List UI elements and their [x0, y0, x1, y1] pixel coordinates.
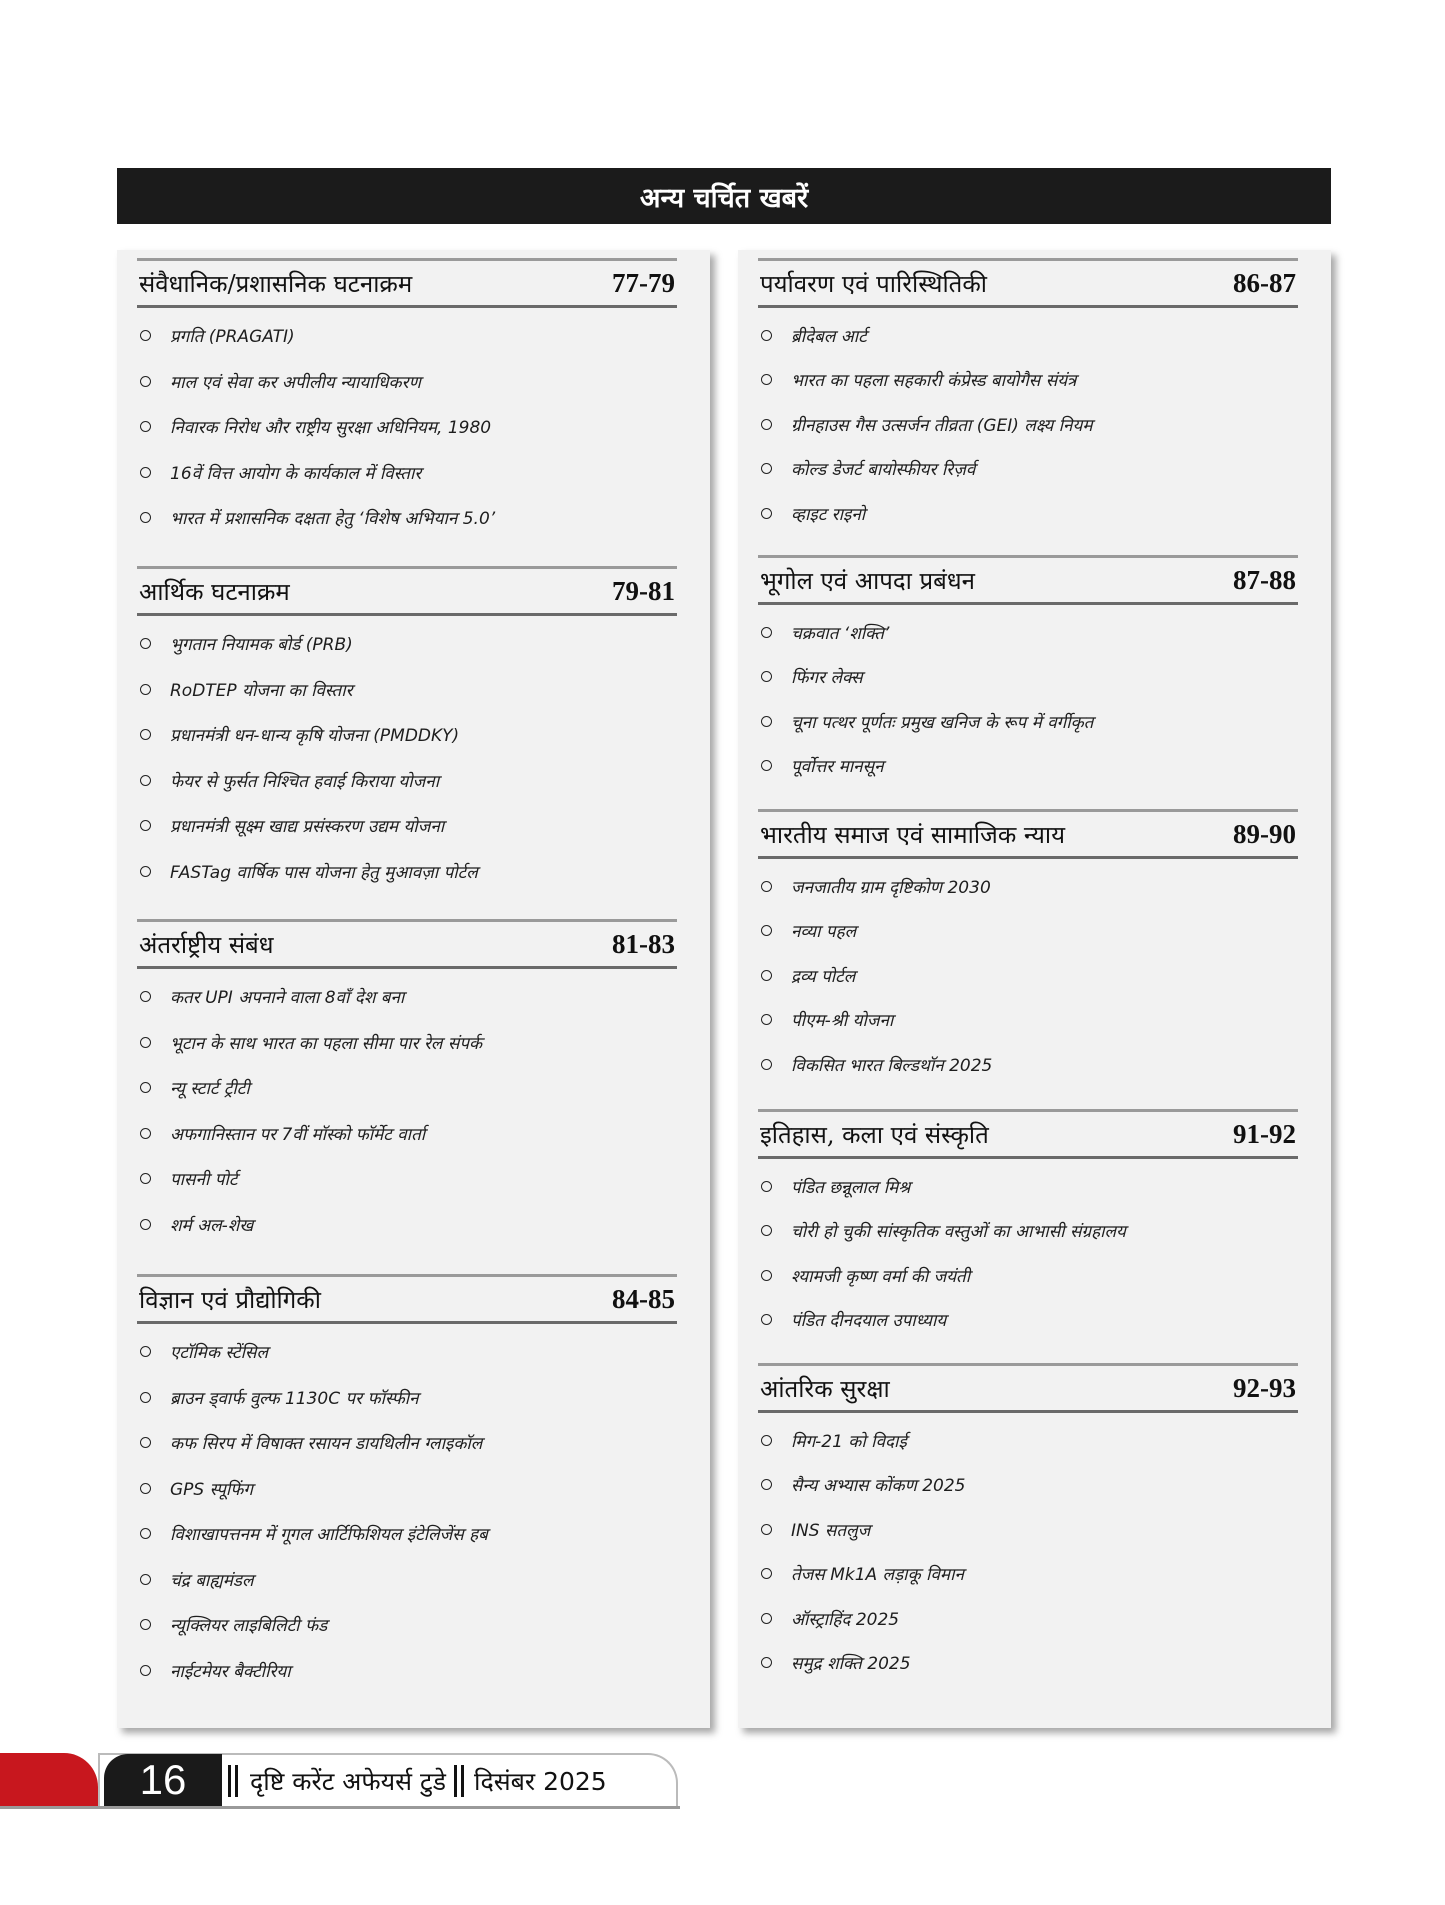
right-column: [738, 250, 1331, 1728]
circle-bullet-icon: [140, 1665, 151, 1676]
circle-bullet-icon: [140, 684, 151, 695]
list-item: विशाखापत्तनम में गूगल आर्टिफिशियल इंटेलिजेंस हब: [137, 1511, 677, 1557]
circle-bullet-icon: [140, 1082, 151, 1093]
circle-bullet-icon: [140, 1037, 151, 1048]
circle-bullet-icon: [761, 716, 772, 727]
list-item: सैन्य अभ्यास कोंकण 2025: [758, 1463, 1298, 1508]
circle-bullet-icon: [761, 1270, 772, 1281]
topic-list: [137, 974, 677, 1247]
circle-bullet-icon: [761, 1568, 772, 1579]
list-item: INS सतलुज: [758, 1507, 1298, 1552]
section-history: [758, 1109, 1298, 1342]
circle-bullet-icon: [761, 1059, 772, 1070]
circle-bullet-icon: [761, 1524, 772, 1535]
list-item: फेयर से फुर्सत निश्चित हवाई किराया योजना: [137, 758, 677, 804]
list-item: पीएम-श्री योजना: [758, 998, 1298, 1043]
list-item: ग्रीनहाउस गैस उत्सर्जन तीव्रता (GEI) लक्ष्य नियम: [758, 402, 1298, 447]
list-item: विकसित भारत बिल्डथॉन 2025: [758, 1042, 1298, 1087]
list-item: FASTag वार्षिक पास योजना हेतु मुआवज़ा पोर्टल: [137, 849, 677, 895]
section-pages: 92-93: [1233, 1372, 1296, 1403]
section-title: आर्थिक घटनाक्रम: [139, 577, 290, 606]
section-pages: 86-87: [1233, 267, 1296, 298]
section-title: संवैधानिक/प्रशासनिक घटनाक्रम: [139, 269, 413, 298]
circle-bullet-icon: [761, 1225, 772, 1236]
section-international: [137, 919, 677, 1247]
section-society: [758, 809, 1298, 1087]
topic-list: [758, 313, 1298, 536]
list-item: शर्म अल-शेख: [137, 1202, 677, 1248]
list-item: चूना पत्थर पूर्णतः प्रमुख खनिज के रूप में वर्गीकृत: [758, 699, 1298, 744]
footer-title: [228, 1756, 607, 1806]
section-science: [137, 1274, 677, 1693]
section-title: अंतर्राष्ट्रीय संबंध: [139, 930, 274, 959]
section-title: भूगोल एवं आपदा प्रबंधन: [760, 566, 975, 595]
section-constitutional: [137, 258, 677, 541]
list-item: ब्राउन ड्वार्फ वुल्फ 1130C पर फॉस्फीन: [137, 1375, 677, 1421]
list-item: GPS स्पूफिंग: [137, 1466, 677, 1512]
section-pages: 81-83: [612, 928, 675, 959]
list-item: व्हाइट राइनो: [758, 491, 1298, 536]
topic-list: [137, 621, 677, 894]
circle-bullet-icon: [140, 1173, 151, 1184]
circle-bullet-icon: [761, 419, 772, 430]
list-item: पंडित छन्नूलाल मिश्र: [758, 1164, 1298, 1209]
list-item: चंद्र बाह्यमंडल: [137, 1557, 677, 1603]
circle-bullet-icon: [140, 1483, 151, 1494]
list-item: नाईटमेयर बैक्टीरिया: [137, 1648, 677, 1694]
issue-date: दिसंबर 2025: [473, 1767, 607, 1796]
section-economic: [137, 566, 677, 894]
circle-bullet-icon: [140, 820, 151, 831]
list-item: समुद्र शक्ति 2025: [758, 1641, 1298, 1686]
circle-bullet-icon: [761, 671, 772, 682]
section-title: इतिहास, कला एवं संस्कृति: [760, 1120, 989, 1149]
circle-bullet-icon: [761, 1181, 772, 1192]
double-bar-icon: [454, 1765, 468, 1797]
circle-bullet-icon: [140, 1437, 151, 1448]
topic-list: [137, 1329, 677, 1693]
circle-bullet-icon: [140, 991, 151, 1002]
circle-bullet-icon: [140, 775, 151, 786]
section-pages: 89-90: [1233, 818, 1296, 849]
circle-bullet-icon: [761, 508, 772, 519]
section-header: [137, 258, 677, 308]
list-item: द्रव्य पोर्टल: [758, 953, 1298, 998]
section-pages: 79-81: [612, 575, 675, 606]
list-item: न्यू स्टार्ट ट्रीटी: [137, 1065, 677, 1111]
list-item: एटॉमिक स्टेंसिल: [137, 1329, 677, 1375]
topic-list: [758, 1164, 1298, 1342]
list-item: 16वें वित्त आयोग के कार्यकाल में विस्तार: [137, 450, 677, 496]
circle-bullet-icon: [140, 1619, 151, 1630]
section-pages: 77-79: [612, 267, 675, 298]
list-item: भारत का पहला सहकारी कंप्रेस्ड बायोगैस संयंत्र: [758, 358, 1298, 403]
section-pages: 87-88: [1233, 564, 1296, 595]
list-item: प्रधानमंत्री धन-धान्य कृषि योजना (PMDDKY): [137, 712, 677, 758]
section-title: विज्ञान एवं प्रौद्योगिकी: [139, 1285, 321, 1314]
circle-bullet-icon: [140, 330, 151, 341]
circle-bullet-icon: [761, 1613, 772, 1624]
list-item: प्रधानमंत्री सूक्ष्म खाद्य प्रसंस्करण उद्यम योजना: [137, 803, 677, 849]
footer-rule: [0, 1806, 680, 1809]
circle-bullet-icon: [140, 1219, 151, 1230]
circle-bullet-icon: [761, 374, 772, 385]
topic-list: [758, 1418, 1298, 1685]
circle-bullet-icon: [140, 729, 151, 740]
list-item: भूटान के साथ भारत का पहला सीमा पार रेल संपर्क: [137, 1020, 677, 1066]
circle-bullet-icon: [140, 1528, 151, 1539]
section-header: [137, 566, 677, 616]
section-environment: [758, 258, 1298, 536]
topic-list: [137, 313, 677, 541]
banner-title: अन्य चर्चित खबरें: [639, 182, 809, 214]
list-item: पंडित दीनदयाल उपाध्याय: [758, 1298, 1298, 1343]
section-header: [137, 919, 677, 969]
section-pages: 84-85: [612, 1283, 675, 1314]
section-header: [758, 555, 1298, 605]
list-item: कोल्ड डेजर्ट बायोस्फीयर रिज़र्व: [758, 447, 1298, 492]
circle-bullet-icon: [140, 866, 151, 877]
section-header: [758, 809, 1298, 859]
list-item: भुगतान नियामक बोर्ड (PRB): [137, 621, 677, 667]
circle-bullet-icon: [761, 627, 772, 638]
circle-bullet-icon: [140, 1128, 151, 1139]
circle-bullet-icon: [140, 1392, 151, 1403]
list-item: ब्रीदेबल आर्ट: [758, 313, 1298, 358]
list-item: कफ सिरप में विषाक्त रसायन डायथिलीन ग्लाइकॉल: [137, 1420, 677, 1466]
section-title: भारतीय समाज एवं सामाजिक न्याय: [760, 820, 1066, 849]
section-header: [758, 1109, 1298, 1159]
section-geography: [758, 555, 1298, 788]
circle-bullet-icon: [761, 1479, 772, 1490]
topic-list: [758, 864, 1298, 1087]
circle-bullet-icon: [761, 970, 772, 981]
list-item: अफगानिस्तान पर 7वीं मॉस्को फॉर्मेट वार्ता: [137, 1111, 677, 1157]
circle-bullet-icon: [761, 1657, 772, 1668]
list-item: नव्या पहल: [758, 909, 1298, 954]
list-item: पूर्वोत्तर मानसून: [758, 744, 1298, 789]
section-header: [758, 1363, 1298, 1413]
circle-bullet-icon: [140, 512, 151, 523]
list-item: फिंगर लेक्स: [758, 655, 1298, 700]
left-column: [117, 250, 710, 1728]
list-item: ऑस्ट्राहिंद 2025: [758, 1596, 1298, 1641]
magazine-name: दृष्टि करेंट अफेयर्स टुडे: [250, 1767, 446, 1796]
list-item: तेजस Mk1A लड़ाकू विमान: [758, 1552, 1298, 1597]
circle-bullet-icon: [140, 638, 151, 649]
circle-bullet-icon: [140, 1574, 151, 1585]
list-item: RoDTEP योजना का विस्तार: [137, 667, 677, 713]
topic-list: [758, 610, 1298, 788]
section-title: आंतरिक सुरक्षा: [760, 1374, 890, 1403]
list-item: न्यूक्लियर लाइबिलिटी फंड: [137, 1602, 677, 1648]
list-item: प्रगति (PRAGATI): [137, 313, 677, 359]
list-item: माल एवं सेवा कर अपीलीय न्यायाधिकरण: [137, 359, 677, 405]
circle-bullet-icon: [140, 376, 151, 387]
list-item: भारत में प्रशासनिक दक्षता हेतु ‘विशेष अभियान 5.0’: [137, 495, 677, 541]
circle-bullet-icon: [761, 463, 772, 474]
circle-bullet-icon: [140, 467, 151, 478]
section-title: पर्यावरण एवं पारिस्थितिकी: [760, 269, 987, 298]
section-pages: 91-92: [1233, 1118, 1296, 1149]
section-banner: [117, 168, 1331, 224]
section-header: [137, 1274, 677, 1324]
circle-bullet-icon: [761, 760, 772, 771]
circle-bullet-icon: [140, 421, 151, 432]
list-item: मिग-21 को विदाई: [758, 1418, 1298, 1463]
list-item: पासनी पोर्ट: [137, 1156, 677, 1202]
circle-bullet-icon: [761, 925, 772, 936]
list-item: श्यामजी कृष्ण वर्मा की जयंती: [758, 1253, 1298, 1298]
circle-bullet-icon: [761, 330, 772, 341]
circle-bullet-icon: [761, 1314, 772, 1325]
list-item: कतर UPI अपनाने वाला 8वाँ देश बना: [137, 974, 677, 1020]
section-internal-security: [758, 1363, 1298, 1685]
list-item: निवारक निरोध और राष्ट्रीय सुरक्षा अधिनियम, 1980: [137, 404, 677, 450]
circle-bullet-icon: [140, 1346, 151, 1357]
page-number: 16: [104, 1754, 222, 1806]
list-item: जनजातीय ग्राम दृष्टिकोण 2030: [758, 864, 1298, 909]
circle-bullet-icon: [761, 1014, 772, 1025]
list-item: चक्रवात ‘शक्ति’: [758, 610, 1298, 655]
list-item: चोरी हो चुकी सांस्कृतिक वस्तुओं का आभासी संग्रहालय: [758, 1209, 1298, 1254]
circle-bullet-icon: [761, 881, 772, 892]
circle-bullet-icon: [761, 1435, 772, 1446]
footer-red-tab: [0, 1753, 98, 1806]
double-bar-icon: [228, 1765, 242, 1797]
section-header: [758, 258, 1298, 308]
